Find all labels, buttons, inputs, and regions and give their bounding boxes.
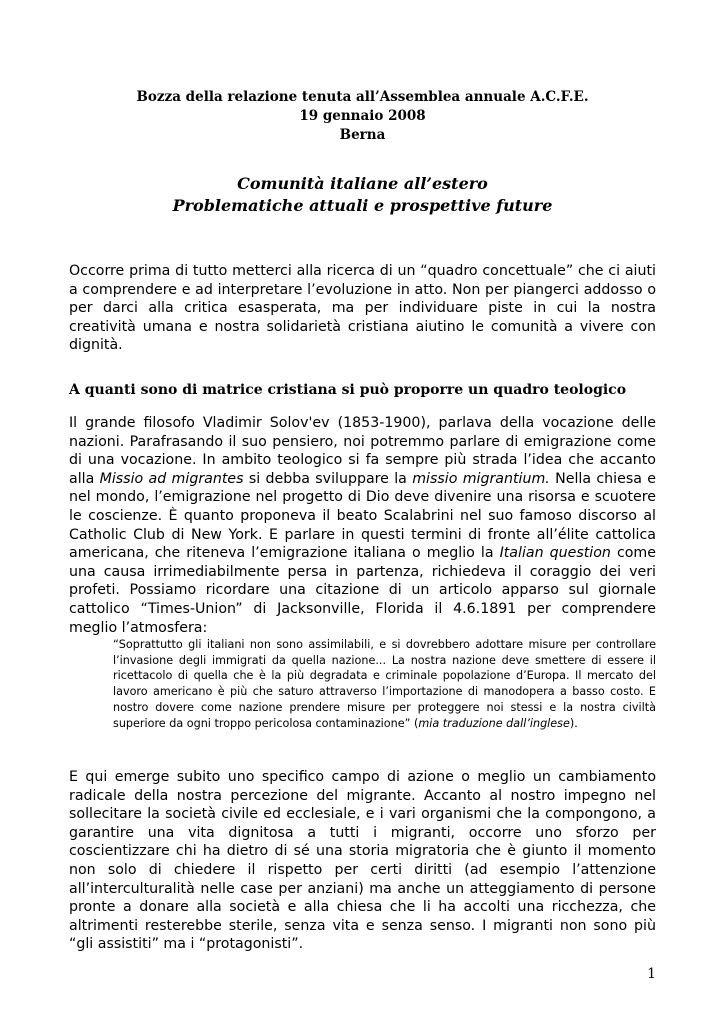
italic-term: missio migrantium.	[412, 470, 550, 487]
paragraph-action: E qui emerge subito uno specifico campo di azione o meglio un cambiamento radicale della nostra percezione del migrante. Accanto al nostro impegno nel sollecitare la società civile ed ecclesiale, e i vari organismi che la compongono, a garantire una vita dignitosa a tutti i migranti, occorre uno sforzo per coscientizzare chi ha dietro di sé una storia migratoria che è giunto il momento non solo di chiedere il rispetto per certi diritti (ad esempio l’attenzione all’interculturalità nelle case per anziani) ma anche un atteggiamento di persone pronte a donare alla società e alla chiesa che li ha accolti una ricchezza, che altrimenti resterebbe sterile, senza vita e senza senso. I migranti non sono più “gli assistiti” ma i “protagonisti”.	[69, 769, 656, 953]
paragraph-text: si debba sviluppare la	[243, 470, 413, 487]
header-line-date: 19 gennaio 2008	[299, 108, 426, 124]
italic-term: Missio ad migrantes	[99, 470, 244, 487]
paragraph-text: come una causa irrimediabilmente persa in partenza, richiedeva il coraggio dei veri profeti. Possiamo ricordare una citazione di un articolo apparso sul giornale cattolico “Times-Union” di Jacksonville, Florida il 4.6.1891 per comprendere meglio l’atmosfera:	[69, 545, 656, 636]
title-line-1: Comunità italiane all’estero	[237, 174, 488, 193]
paragraph-text: Il grande filosofo Vladimir Solov'ev (1853-1900), parlava della vocazione delle nazioni. Parafrasando il suo pensiero, noi potremmo parlare di emigrazione come di una vocazione. In ambito teologico si fa sempre più strada l’idea che accanto alla	[69, 415, 656, 487]
paragraph-theology	[69, 414, 656, 637]
paragraph-intro: Occorre prima di tutto metterci alla ricerca di un “quadro concettuale” che ci aiuti a comprendere e ad interpretare l’evoluzione in atto. Non per piangerci addosso o per darci alla critica esasperata, ma per individuare piste in cui la nostra creatività umana e nostra solidarietà cristiana aiutino le comunità a vivere con dignità.	[69, 263, 656, 354]
section-heading: A quanti sono di matrice cristiana si può proporre un quadro teologico	[69, 382, 627, 398]
document-header	[0, 88, 725, 145]
quote-translation-note: mia traduzione dall’inglese	[418, 716, 570, 730]
block-quote	[113, 637, 656, 731]
header-line-place: Berna	[339, 127, 386, 143]
paragraph-text: Nella chiesa e nel mondo, l’emigrazione nel progetto di Dio deve divenire una risorsa e scuotere le coscienze. È quanto proponeva il beato Scalabrini nel suo famoso discorso al Catholic Club di New York. E parlare in questi termini di fronte all’élite cattolica americana, che riteneva l’emigrazione italiana o meglio la	[69, 470, 656, 562]
title-line-2: Problematiche attuali e prospettive future	[172, 196, 553, 215]
document-title	[0, 173, 725, 217]
header-line-event: Bozza della relazione tenuta all’Assemblea annuale A.C.F.E.	[136, 89, 589, 105]
page-number: 1	[647, 966, 656, 982]
italic-term: Italian question	[499, 545, 611, 562]
quote-text: “Soprattutto gli italiani non sono assimilabili, e si dovrebbero adottare misure per controllare l’invasione degli immigrati da quella nazione... La nostra nazione deve smettere di essere il ricettacolo di quella che è la più degradata e criminale popolazione d’Europa. Il mercato del lavoro americano è più che saturo attraverso l’importazione di manodopera a basso costo. E nostro dovere come nazione prendere misure per proteggere noi stessi e la nostra civiltà superiore da ogni troppo pericolosa contaminazione” (	[113, 638, 656, 730]
quote-close: ).	[569, 716, 578, 730]
